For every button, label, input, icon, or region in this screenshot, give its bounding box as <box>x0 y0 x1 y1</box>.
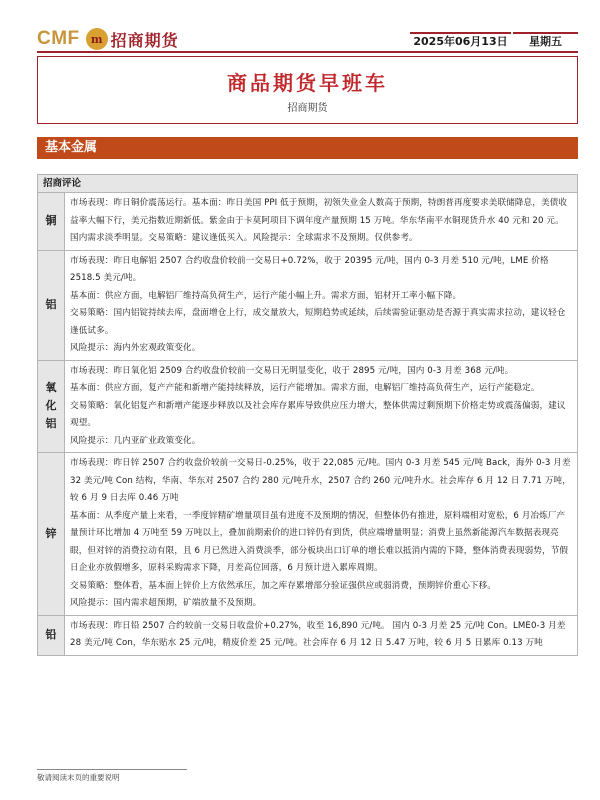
section-heading: 基本金属 <box>37 137 578 159</box>
report-date: 2025年06月13日 <box>410 32 511 50</box>
title-box <box>37 56 578 124</box>
commentary-table <box>37 174 578 656</box>
company-logo <box>37 26 179 52</box>
row-paragraph: 交易策略：国内铝锭持续去库，盘面增仓上行，成交量放大，短期趋势或延续，后续需验证驱动是否源于真实需求拉动，建议轻仓逢低试多。 <box>70 308 566 336</box>
row-paragraph: 市场表现：昨日氧化铝 2509 合约收盘价较前一交易日无明显变化，收于 2895 元/吨，国内 0-3 月差 368 元/吨。 <box>70 365 514 376</box>
table-row-copper <box>38 193 577 251</box>
row-paragraph: 基本面：供应方面，复产产能和新增产能持续释放，运行产能增加。需求方面，电解铝厂维持高负荷生产，运行产能稳定。 <box>70 383 540 393</box>
header-divider <box>37 51 578 53</box>
footer-divider <box>37 769 187 770</box>
row-label: 铝 <box>38 251 65 360</box>
row-content <box>65 616 577 655</box>
row-label: 铜 <box>38 193 65 250</box>
table-header: 招商评论 <box>38 175 577 193</box>
row-content <box>65 251 577 360</box>
logo-emblem-icon: m <box>86 28 108 50</box>
row-paragraph: 市场表现：昨日锌 2507 合约收盘价较前一交易日-0.25%，收于 22,085 元/吨。国内 0-3 月差 545 元/吨 Back，海外 0-3 月差 32 美元/吨 Con 结构，华南、华东对 2507 合约 280 元/吨升水，2507 合约 260 元/吨升水。社会库存 6 月 12 日 7.71 万吨，较 6 月 9 日去库 0.46 万吨 <box>70 458 571 503</box>
row-paragraph: 风险提示：国内需求超预期，矿端放量不及预期。 <box>70 598 262 608</box>
row-label: 锌 <box>38 453 65 615</box>
row-paragraph: 交易策略：氧化铝复产和新增产能逐步释放以及社会库存累库导致供应压力增大，整体供需过剩预期下价格走势或震荡偏弱，建议观望。 <box>70 400 566 428</box>
row-paragraph: 市场表现：昨日铅 2507 合约较前一交易日收盘价+0.27%，收至 16,890 元/吨。 国内 0-3 月差 25 元/吨 Con。LME0-3 月差 28 美元/吨 Con，华东贴水 25 元/吨，精废价差 25 元/吨。社会库存 6 月 12 日 5.47 万吨，较 6 月 5 日累库 0.13 万吨 <box>70 620 566 648</box>
row-label: 铅 <box>38 616 65 655</box>
row-content <box>65 193 577 250</box>
row-paragraph: 市场表现：昨日铜价震荡运行。基本面：昨日美国 PPI 低于预期，初领失业金人数高于预期，特朗普再度要求美联储降息，美债收益率大幅下行，美元指数近期新低。紫金由于卡莫阿项目下调年度产量预期 15 万吨。华东华南平水铜现货升水 40 元和 20 元。国内需求淡季明显。交易策略：建议逢低买入。风险提示：全球需求不及预期。仅供参考。 <box>70 198 568 243</box>
page-header <box>37 26 578 52</box>
row-label: 氧化铝 <box>38 361 65 453</box>
table-row-aluminum <box>38 251 577 361</box>
row-paragraph: 风险提示：海内外宏观政策变化。 <box>70 343 201 353</box>
logo-latin: CMF <box>37 28 80 49</box>
table-row-lead <box>38 616 577 655</box>
page-title: 商品期货早班车 <box>227 71 388 95</box>
row-paragraph: 基本面：从季度产量上来看，一季度锌精矿增量项目虽有进度不及预期的情况，但整体仍有推进，原料端相对宽松，6 月冶炼厂产量预计环比增加 4 万吨至 59 万吨以上，叠加前期索价的进口锌仍有到货，供应端增量明显；消费上虽然新能源汽车数据表现亮眼，但对锌的消费拉动有限，且 6 月已然进入消费淡季，部分板块出口订单的增长难以抵消内需的下降，整体消费表现弱势，节假日企业亦放假增多，原料采购需求下降，月差高位回落，6 月预计进入累库周期。 <box>70 510 569 573</box>
page-subtitle: 招商期货 <box>287 103 328 114</box>
row-content <box>65 361 577 453</box>
footer-disclaimer: 敬请阅读末页的重要说明 <box>37 773 120 782</box>
logo-chinese: 招商期货 <box>110 30 179 50</box>
row-paragraph: 市场表现：昨日电解铝 2507 合约收盘价较前一交易日+0.72%，收于 20395 元/吨，国内 0-3 月差 510 元/吨，LME 价格 2518.5 美元/吨。 <box>70 255 549 283</box>
row-paragraph: 基本面：供应方面，电解铝厂维持高负荷生产，运行产能小幅上升。需求方面，铝材开工率小幅下降。 <box>70 290 462 301</box>
row-content <box>65 453 577 615</box>
row-paragraph: 交易策略：整体看，基本面上锌价上方依然承压，加之库存累增部分验证强供应或弱消费，预期锌价重心下移。 <box>70 580 496 591</box>
row-paragraph: 风险提示：几内亚矿业政策变化。 <box>70 435 201 446</box>
table-row-alumina <box>38 361 577 454</box>
table-row-zinc <box>38 453 577 616</box>
report-weekday: 星期五 <box>513 32 578 50</box>
